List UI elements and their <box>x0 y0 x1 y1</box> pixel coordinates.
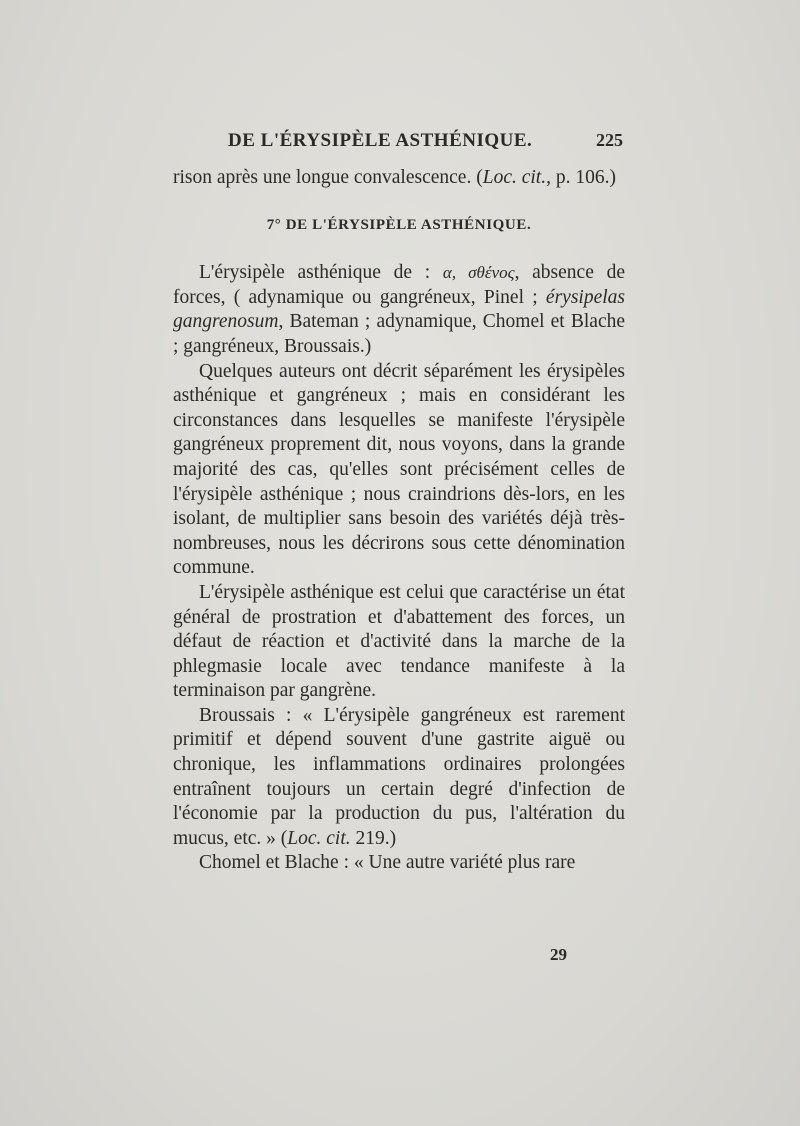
page-number: 225 <box>596 130 623 150</box>
citation: Loc. cit. <box>482 167 547 188</box>
running-header <box>228 128 623 156</box>
paragraph: Chomel et Blache : « Une autre variété plus rare <box>199 852 576 874</box>
latin-term: érysipelas gangrenosum <box>173 286 625 333</box>
body-text <box>173 166 625 876</box>
section-number: 7° <box>266 216 282 233</box>
paragraph: Quelques auteurs ont décrit séparément les érysipèles asthénique et gangréneux ; mais en considérant les circonstances dans lesquelles se manifeste l'érysipèle gangréneux proprement dit, nous voyons, dans la grande majorité des cas, qu'elles sont précisément celles de l'érysipèle asthénique ; nous craindrions dès-lors, en les isolant, de multiplier sans besoin des variétés déjà très-nombreuses, nous les décrirons sous cette dénomination commune. <box>173 360 625 579</box>
running-title: DE L'ÉRYSIPÈLE ASTHÉNIQUE. <box>228 130 533 151</box>
paragraph-continuation: rison après une longue convalescence. (Loc. cit., p. 106.) <box>173 167 616 188</box>
paragraph: L'érysipèle asthénique est celui que caractérise un état général de prostration et d'abattement des forces, un défaut de réaction et d'activité dans la marche de la phlegmasie locale avec tendance manifeste à la terminaison par gangrène. <box>173 581 625 702</box>
paragraph: L'érysipèle asthénique de : α, σθένος, absence de forces, ( adynamique ou gangréneux, Pinel ; érysipelas gangrenosum, Bateman ; adynamique, Chomel et Blache ; gangréneux, Broussais.) <box>173 262 625 357</box>
citation: Loc. cit. <box>287 827 351 849</box>
paragraph: Broussais : « L'érysipèle gangréneux est rarement primitif et dépend souvent d'une gastrite aiguë ou chronique, les inflammations ordinaires prolongées entraînent toujours un certain degré d'infection de l'économie par la production du pus, l'altération du mucus, etc. » (Loc. cit. 219.) <box>173 704 625 849</box>
section-title: DE L'ÉRYSIPÈLE ASTHÉNIQUE. <box>285 216 532 233</box>
section-heading <box>173 213 625 238</box>
signature-mark: 29 <box>550 945 567 964</box>
greek-etymology: α, σθένος <box>442 263 515 283</box>
